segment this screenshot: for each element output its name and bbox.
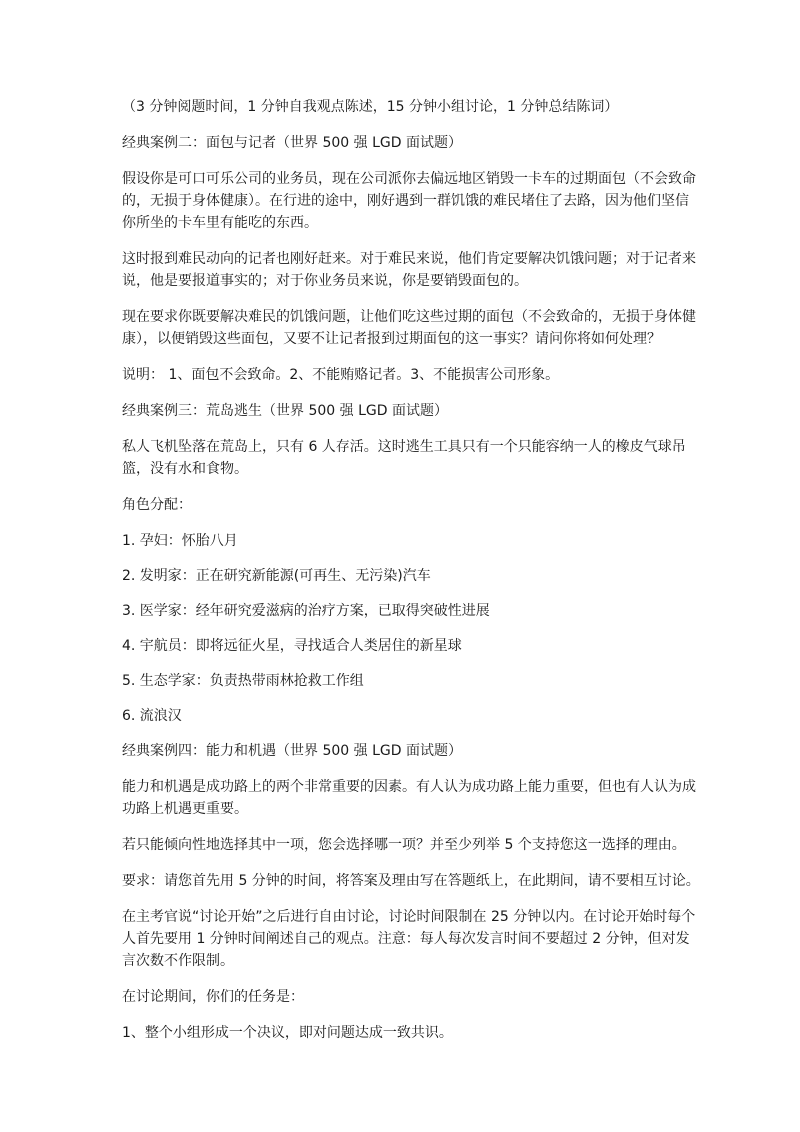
case-two-heading: 经典案例二：面包与记者（世界 500 强 LGD 面试题） — [122, 135, 462, 151]
roles-heading: 角色分配： — [122, 497, 192, 513]
case-four-discussion-rules: 在主考官说“讨论开始”之后进行自由讨论，讨论时间限制在 25 分钟以内。在讨论开始时每个人首先要用 1 分钟时间阐述自己的观点。注意：每人每次发言时间不要超过 2 分钟，但对发言次数不作限制。 — [122, 909, 696, 969]
role-item: 3. 医学家：经年研究爱滋病的治疗方案，已取得突破性进展 — [122, 603, 490, 619]
case-two-reporter: 这时报到难民动向的记者也刚好赶来。对于难民来说，他们肯定要解决饥饿问题；对于记者来说，他是要报道事实的；对于你业务员来说，你是要销毁面包的。 — [122, 251, 696, 289]
case-four-question: 若只能倾向性地选择其中一项，您会选择哪一项？并至少列举 5 个支持您这一选择的理由。 — [122, 837, 686, 853]
case-three-scenario: 私人飞机坠落在荒岛上，只有 6 人存活。这时逃生工具只有一个只能容纳一人的橡皮气球吊篮，没有水和食物。 — [122, 439, 686, 477]
case-two-notes: 说明： 1、面包不会致命。2、不能贿赂记者。3、不能损害公司形象。 — [122, 367, 560, 383]
case-four-intro: 能力和机遇是成功路上的两个非常重要的因素。有人认为成功路上能力重要，但也有人认为成功路上机遇更重要。 — [122, 779, 696, 817]
role-item: 5. 生态学家：负责热带雨林抢救工作组 — [122, 673, 364, 689]
role-item: 4. 宇航员：即将远征火星，寻找适合人类居住的新星球 — [122, 638, 462, 654]
task-item: 1、整个小组形成一个决议，即对问题达成一致共识。 — [122, 1025, 453, 1041]
role-item: 6. 流浪汉 — [122, 708, 182, 724]
document-body — [122, 96, 702, 1058]
case-two-scenario: 假设你是可口可乐公司的业务员，现在公司派你去偏远地区销毁一卡车的过期面包（不会致命的，无损于身体健康）。在行进的途中，刚好遇到一群饥饿的难民堵住了去路，因为他们坚信你所坐的卡车里有能吃的东西。 — [122, 171, 696, 231]
task-heading: 在讨论期间，你们的任务是： — [122, 989, 304, 1005]
case-two-question: 现在要求你既要解决难民的饥饿问题，让他们吃这些过期的面包（不会致命的，无损于身体健康），以便销毁这些面包，又要不让记者报到过期面包的这一事实？请问你将如何处理？ — [122, 309, 696, 347]
role-item: 2. 发明家：正在研究新能源(可再生、无污染)汽车 — [122, 568, 431, 584]
case-four-requirement: 要求：请您首先用 5 分钟的时间，将答案及理由写在答题纸上，在此期间，请不要相互讨论。 — [122, 873, 700, 889]
role-item: 1. 孕妇：怀胎八月 — [122, 533, 238, 549]
timing-note: （3 分钟阅题时间，1 分钟自我观点陈述，15 分钟小组讨论，1 分钟总结陈词） — [122, 99, 619, 115]
case-three-heading: 经典案例三：荒岛逃生（世界 500 强 LGD 面试题） — [122, 403, 448, 419]
case-four-heading: 经典案例四：能力和机遇（世界 500 强 LGD 面试题） — [122, 743, 462, 759]
